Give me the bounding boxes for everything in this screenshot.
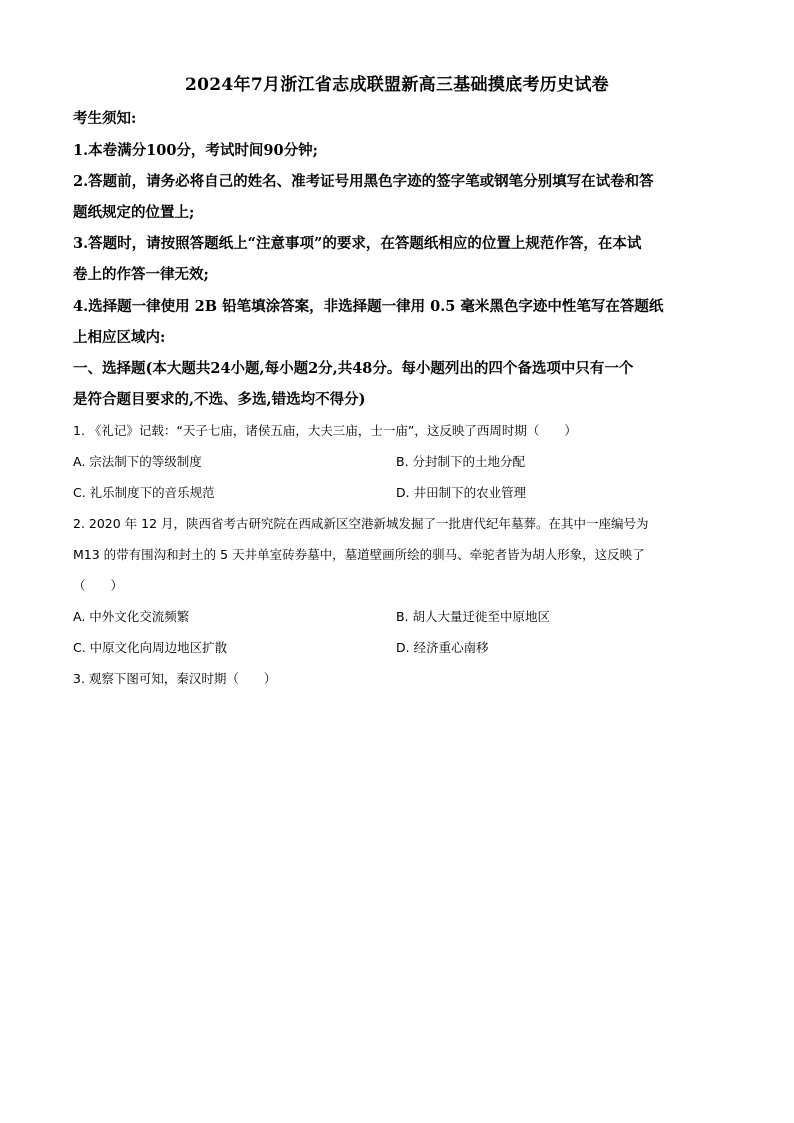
question-1-option-d: D. 井田制下的农业管理 <box>396 485 527 500</box>
notice-item-1: 1.本卷满分100分，考试时间90分钟; <box>73 142 318 159</box>
notice-heading: 考生须知: <box>73 110 137 127</box>
page-title: 2024年7月浙江省志成联盟新高三基础摸底考历史试卷 <box>185 75 609 95</box>
question-1-option-b: B. 分封制下的土地分配 <box>396 454 526 469</box>
notice-item-3: 3.答题时，请按照答题纸上“注意事项”的要求，在答题纸相应的位置上规范作答，在本试 <box>73 235 642 252</box>
question-2-option-d: D. 经济重心南移 <box>396 640 489 655</box>
section-heading: 一、选择题(本大题共24小题,每小题2分,共48分。每小题列出的四个备选项中只有一个 <box>73 360 634 377</box>
question-1-stem: 1. 《礼记》记载：“天子七庙，诸侯五庙，大夫三庙，士一庙”，这反映了西周时期（ ） <box>73 423 577 438</box>
notice-item-4-cont: 上相应区域内: <box>73 329 166 346</box>
question-2-stem-line-3: （ ） <box>73 578 124 593</box>
section-heading-cont: 是符合题目要求的,不选、多选,错选均不得分) <box>73 391 366 408</box>
question-2-stem-line-1: 2. 2020 年 12 月，陕西省考古研究院在西咸新区空港新城发掘了一批唐代纪年墓葬。在其中一座编号为 <box>73 516 649 531</box>
question-2-stem-line-2: M13 的带有围沟和封土的 5 天井单室砖券墓中，墓道壁画所绘的驯马、牵驼者皆为胡人形象，这反映了 <box>73 547 645 562</box>
question-1-option-a: A. 宗法制下的等级制度 <box>73 454 202 469</box>
notice-item-4: 4.选择题一律使用 2B 铅笔填涂答案，非选择题一律用 0.5 毫米黑色字迹中性笔写在答题纸 <box>73 298 664 315</box>
notice-item-2: 2.答题前，请务必将自己的姓名、准考证号用黑色字迹的签字笔或钢笔分别填写在试卷和答 <box>73 173 654 190</box>
question-1-option-c: C. 礼乐制度下的音乐规范 <box>73 485 215 500</box>
question-3-stem: 3. 观察下图可知，秦汉时期（ ） <box>73 671 277 686</box>
question-2-option-c: C. 中原文化向周边地区扩散 <box>73 640 228 655</box>
question-2-option-a: A. 中外文化交流频繁 <box>73 609 190 624</box>
question-2-option-b: B. 胡人大量迁徙至中原地区 <box>396 609 551 624</box>
notice-item-3-cont: 卷上的作答一律无效; <box>73 266 209 283</box>
notice-item-2-cont: 题纸规定的位置上; <box>73 204 195 221</box>
